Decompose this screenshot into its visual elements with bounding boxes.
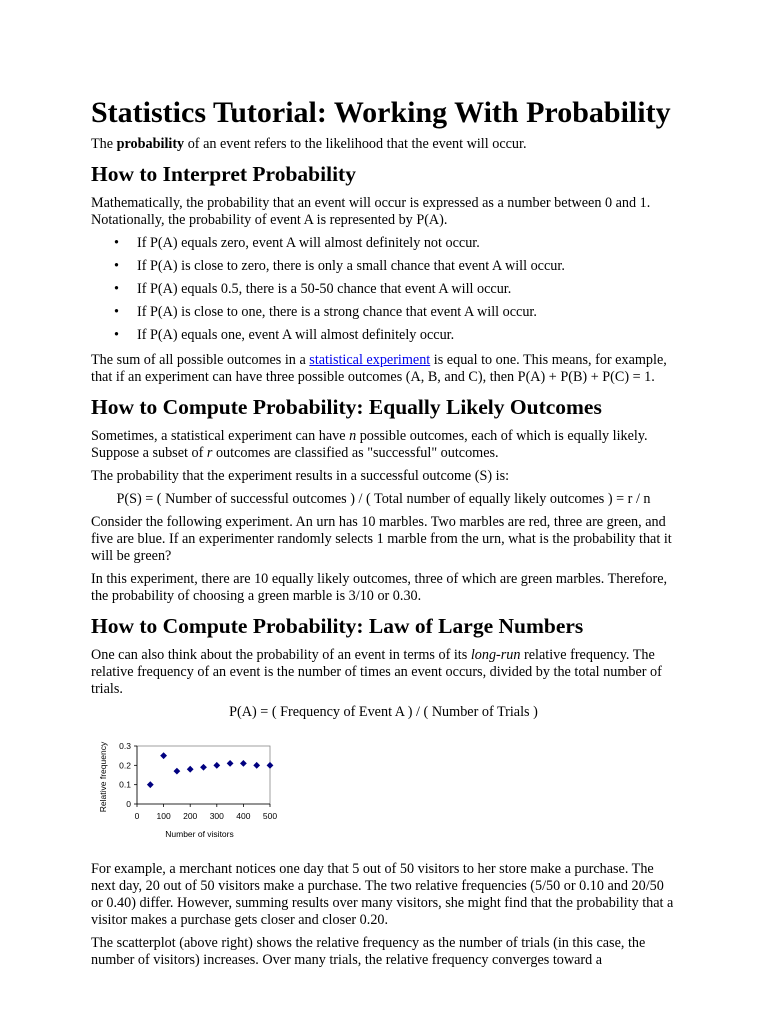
x-tick-label: 400: [236, 811, 251, 821]
data-point: [200, 764, 207, 771]
list-item: • If P(A) is close to one, there is a strong chance that event A will occur.: [114, 304, 537, 320]
section-heading-interpret: How to Interpret Probability: [91, 162, 356, 186]
success-formula: P(S) = ( Number of successful outcomes ) / ( Total number of equally likely outcomes ) = r / n: [116, 491, 651, 507]
relative-frequency-scatterplot: [95, 732, 285, 844]
x-tick-label: 100: [156, 811, 171, 821]
urn-answer-paragraph: In this experiment, there are 10 equally likely outcomes, three of which are green marbles. Therefore, the probability of choosing a green marble is 3/10 or 0.30.: [91, 571, 668, 604]
y-tick-label: 0.3: [119, 741, 131, 751]
data-point: [187, 766, 194, 773]
relative-frequency-formula: P(A) = ( Frequency of Event A ) / ( Number of Trials ): [229, 704, 538, 720]
x-axis-label: Number of visitors: [165, 829, 234, 839]
scatterplot-description-paragraph: The scatterplot (above right) shows the relative frequency as the number of trials (in this case, the number of visitors) increases. Over many trials, the relative frequency converges toward a: [91, 935, 646, 968]
data-point: [240, 760, 247, 767]
interpret-paragraph: Mathematically, the probability that an event will occur is expressed as a number between 0 and 1. Notationally, the probability of event A is represented by P(A).: [91, 195, 651, 228]
section-heading-equally-likely: How to Compute Probability: Equally Likely Outcomes: [91, 395, 602, 419]
section-heading-large-numbers: How to Compute Probability: Law of Large Numbers: [91, 614, 584, 638]
data-point: [147, 781, 154, 788]
x-tick-label: 200: [183, 811, 198, 821]
bullet-icon: •: [114, 327, 119, 343]
urn-experiment-paragraph: Consider the following experiment. An urn has 10 marbles. Two marbles are red, three are green, and five are blue. If an experimenter randomly selects 1 marble from the urn, what is the probability that it will be green?: [91, 514, 672, 564]
bullet-icon: •: [114, 281, 119, 297]
merchant-example-paragraph: For example, a merchant notices one day that 5 out of 50 visitors to her store make a purchase. The next day, 20 out of 50 visitors make a purchase. The two relative frequencies (5/50 or 0.10 and 20/50 or 0.40) differ. However, summing results over many visitors, she might find that the probability that a visitor makes a purchase gets closer and closer 0.20.: [91, 861, 674, 928]
interpret-bullet-list: [91, 235, 676, 344]
y-tick-label: 0: [126, 799, 131, 809]
intro-bold-term: probability: [116, 136, 185, 152]
data-point: [253, 762, 260, 769]
intro-post: of an event refers to the likelihood that the event will occur.: [184, 136, 527, 152]
x-tick-label: 0: [134, 811, 140, 821]
statistical-experiment-link[interactable]: statistical experiment: [309, 352, 431, 368]
data-point: [160, 752, 167, 759]
list-item: • If P(A) equals 0.5, there is a 50-50 chance that event A will occur.: [114, 281, 512, 297]
bullet-icon: •: [114, 304, 119, 320]
bullet-icon: •: [114, 235, 119, 251]
data-point: [267, 762, 274, 769]
y-tick-label: 0.1: [119, 779, 131, 790]
bullet-icon: •: [114, 258, 119, 274]
list-item: • If P(A) equals zero, event A will almost definitely not occur.: [114, 235, 480, 251]
y-axis-label: Relative frequency: [98, 741, 108, 813]
data-point: [174, 768, 181, 775]
page-title: Statistics Tutorial: Working With Probability: [91, 96, 671, 129]
success-probability-paragraph: The probability that the experiment results in a successful outcome (S) is:: [91, 468, 510, 484]
sum-paragraph: The sum of all possible outcomes in a statistical experiment is equal to one. This means, for example, that if an experiment can have three possible outcomes (A, B, and C), then P(A) + P(B) + P(C) = 1.: [91, 352, 667, 385]
plot-frame: [137, 746, 270, 804]
x-tick-label: 300: [209, 811, 224, 821]
data-point: [227, 760, 234, 767]
list-item: • If P(A) equals one, event A will almost definitely occur.: [114, 327, 455, 343]
list-item: • If P(A) is close to zero, there is only a small chance that event A will occur.: [114, 258, 565, 274]
equally-likely-paragraph: Sometimes, a statistical experiment can have n possible outcomes, each of which is equally likely. Suppose a subset of r outcomes are classified as "successful" outcomes.: [91, 428, 648, 461]
intro-pre: The: [91, 136, 117, 152]
x-tick-label: 500: [262, 811, 278, 821]
intro-paragraph: [91, 136, 676, 153]
y-tick-label: 0.2: [119, 760, 131, 771]
data-point: [213, 762, 220, 769]
large-numbers-paragraph: One can also think about the probability of an event in terms of its long-run relative frequency. The relative frequency of an event is the number of times an event occurs, divided by the total number of trials.: [91, 647, 662, 697]
